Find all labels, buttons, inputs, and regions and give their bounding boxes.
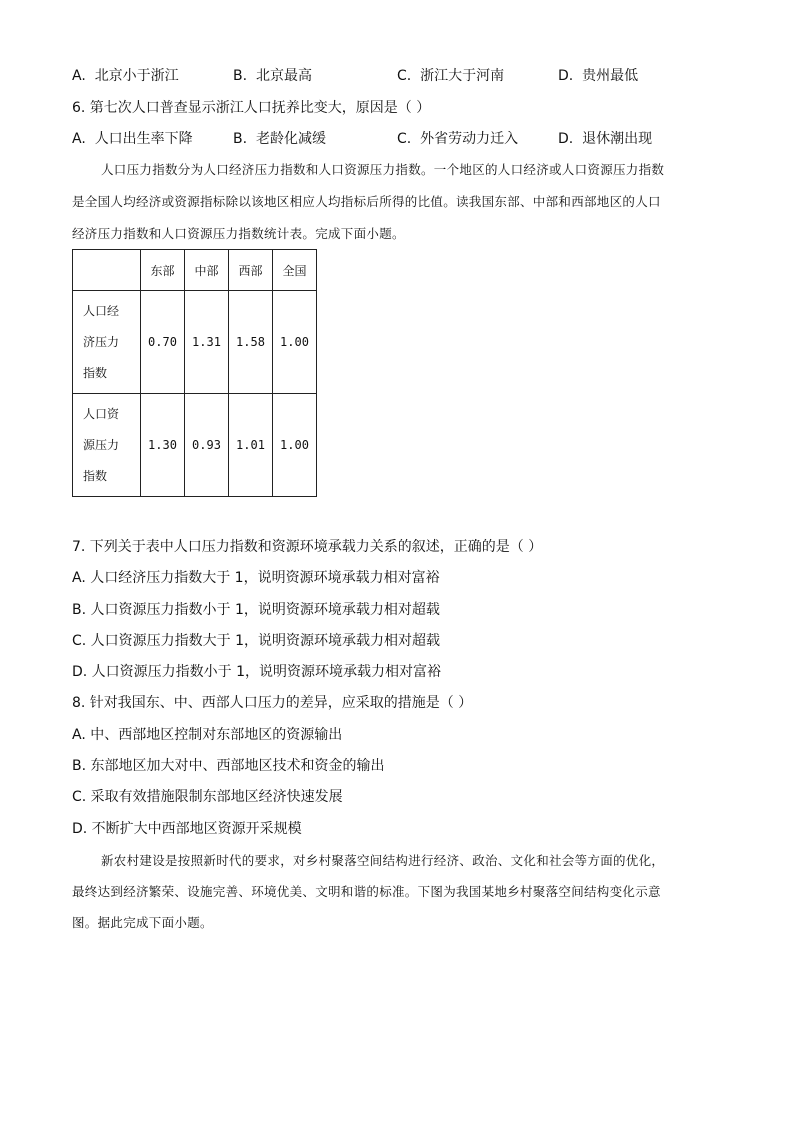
table-row (73, 394, 317, 497)
passage2-line-2: 最终达到经济繁荣、设施完善、环境优美、文明和谐的标准。下图为我国某地乡村聚落空间结构变化示意 (72, 884, 661, 899)
row-label-economic: 人口经 济压力 指数 (73, 291, 141, 394)
q6-option-b: B. 老龄化减缓 (233, 131, 326, 147)
q6-option-d: D. 退休潮出现 (558, 131, 653, 147)
cell-resource-east: 1.30 (141, 394, 185, 497)
header-national: 全国 (273, 250, 317, 291)
passage2-line-1: 新农村建设是按照新时代的要求，对乡村聚落空间结构进行经济、政治、文化和社会等方面的优化， (101, 853, 665, 868)
cell-resource-national: 1.00 (273, 394, 317, 497)
q6-option-c: C. 外省劳动力迁入 (397, 131, 519, 147)
q7-option-d: D. 人口资源压力指数小于 1，说明资源环境承载力相对富裕 (72, 664, 442, 680)
passage1-line-1: 人口压力指数分为人口经济压力指数和人口资源压力指数。一个地区的人口经济或人口资源压力指数 (101, 162, 665, 177)
cell-economic-west: 1.58 (229, 291, 273, 394)
passage2-line-3: 图。据此完成下面小题。 (72, 915, 213, 930)
header-central: 中部 (185, 250, 229, 291)
table-header-row (73, 250, 317, 291)
q6-option-a: A. 人口出生率下降 (72, 131, 193, 147)
q8-stem: 8. 针对我国东、中、西部人口压力的差异，应采取的措施是（ ） (72, 695, 473, 711)
q8-option-d: D. 不断扩大中西部地区资源开采规模 (72, 821, 302, 837)
q7-option-c: C. 人口资源压力指数大于 1，说明资源环境承载力相对超载 (72, 633, 441, 649)
table-corner-cell (73, 250, 141, 291)
passage1-line-3: 经济压力指数和人口资源压力指数统计表。完成下面小题。 (72, 226, 405, 241)
q7-option-b: B. 人口资源压力指数小于 1，说明资源环境承载力相对超载 (72, 602, 440, 618)
passage1-line-2: 是全国人均经济或资源指标除以该地区相应人均指标后所得的比值。读我国东部、中部和西部地区的人口 (72, 194, 661, 209)
q8-option-b: B. 东部地区加大对中、西部地区技术和资金的输出 (72, 758, 385, 774)
q7-option-a: A. 人口经济压力指数大于 1，说明资源环境承载力相对富裕 (72, 570, 440, 586)
q5-option-a: A. 北京小于浙江 (72, 68, 179, 84)
q6-stem: 6. 第七次人口普查显示浙江人口抚养比变大，原因是（ ） (72, 100, 431, 116)
q8-option-a: A. 中、西部地区控制对东部地区的资源输出 (72, 727, 343, 743)
cell-economic-national: 1.00 (273, 291, 317, 394)
q7-stem: 7. 下列关于表中人口压力指数和资源环境承载力关系的叙述，正确的是（ ） (72, 539, 543, 555)
q8-option-c: C. 采取有效措施限制东部地区经济快速发展 (72, 789, 343, 805)
cell-economic-east: 0.70 (141, 291, 185, 394)
row-label-resource: 人口资 源压力 指数 (73, 394, 141, 497)
header-west: 西部 (229, 250, 273, 291)
table-row (73, 291, 317, 394)
q5-option-d: D. 贵州最低 (558, 68, 639, 84)
q5-option-c: C. 浙江大于河南 (397, 68, 505, 84)
header-east: 东部 (141, 250, 185, 291)
cell-resource-west: 1.01 (229, 394, 273, 497)
pressure-index-table (72, 249, 317, 497)
q5-option-b: B. 北京最高 (233, 68, 312, 84)
cell-resource-central: 0.93 (185, 394, 229, 497)
cell-economic-central: 1.31 (185, 291, 229, 394)
